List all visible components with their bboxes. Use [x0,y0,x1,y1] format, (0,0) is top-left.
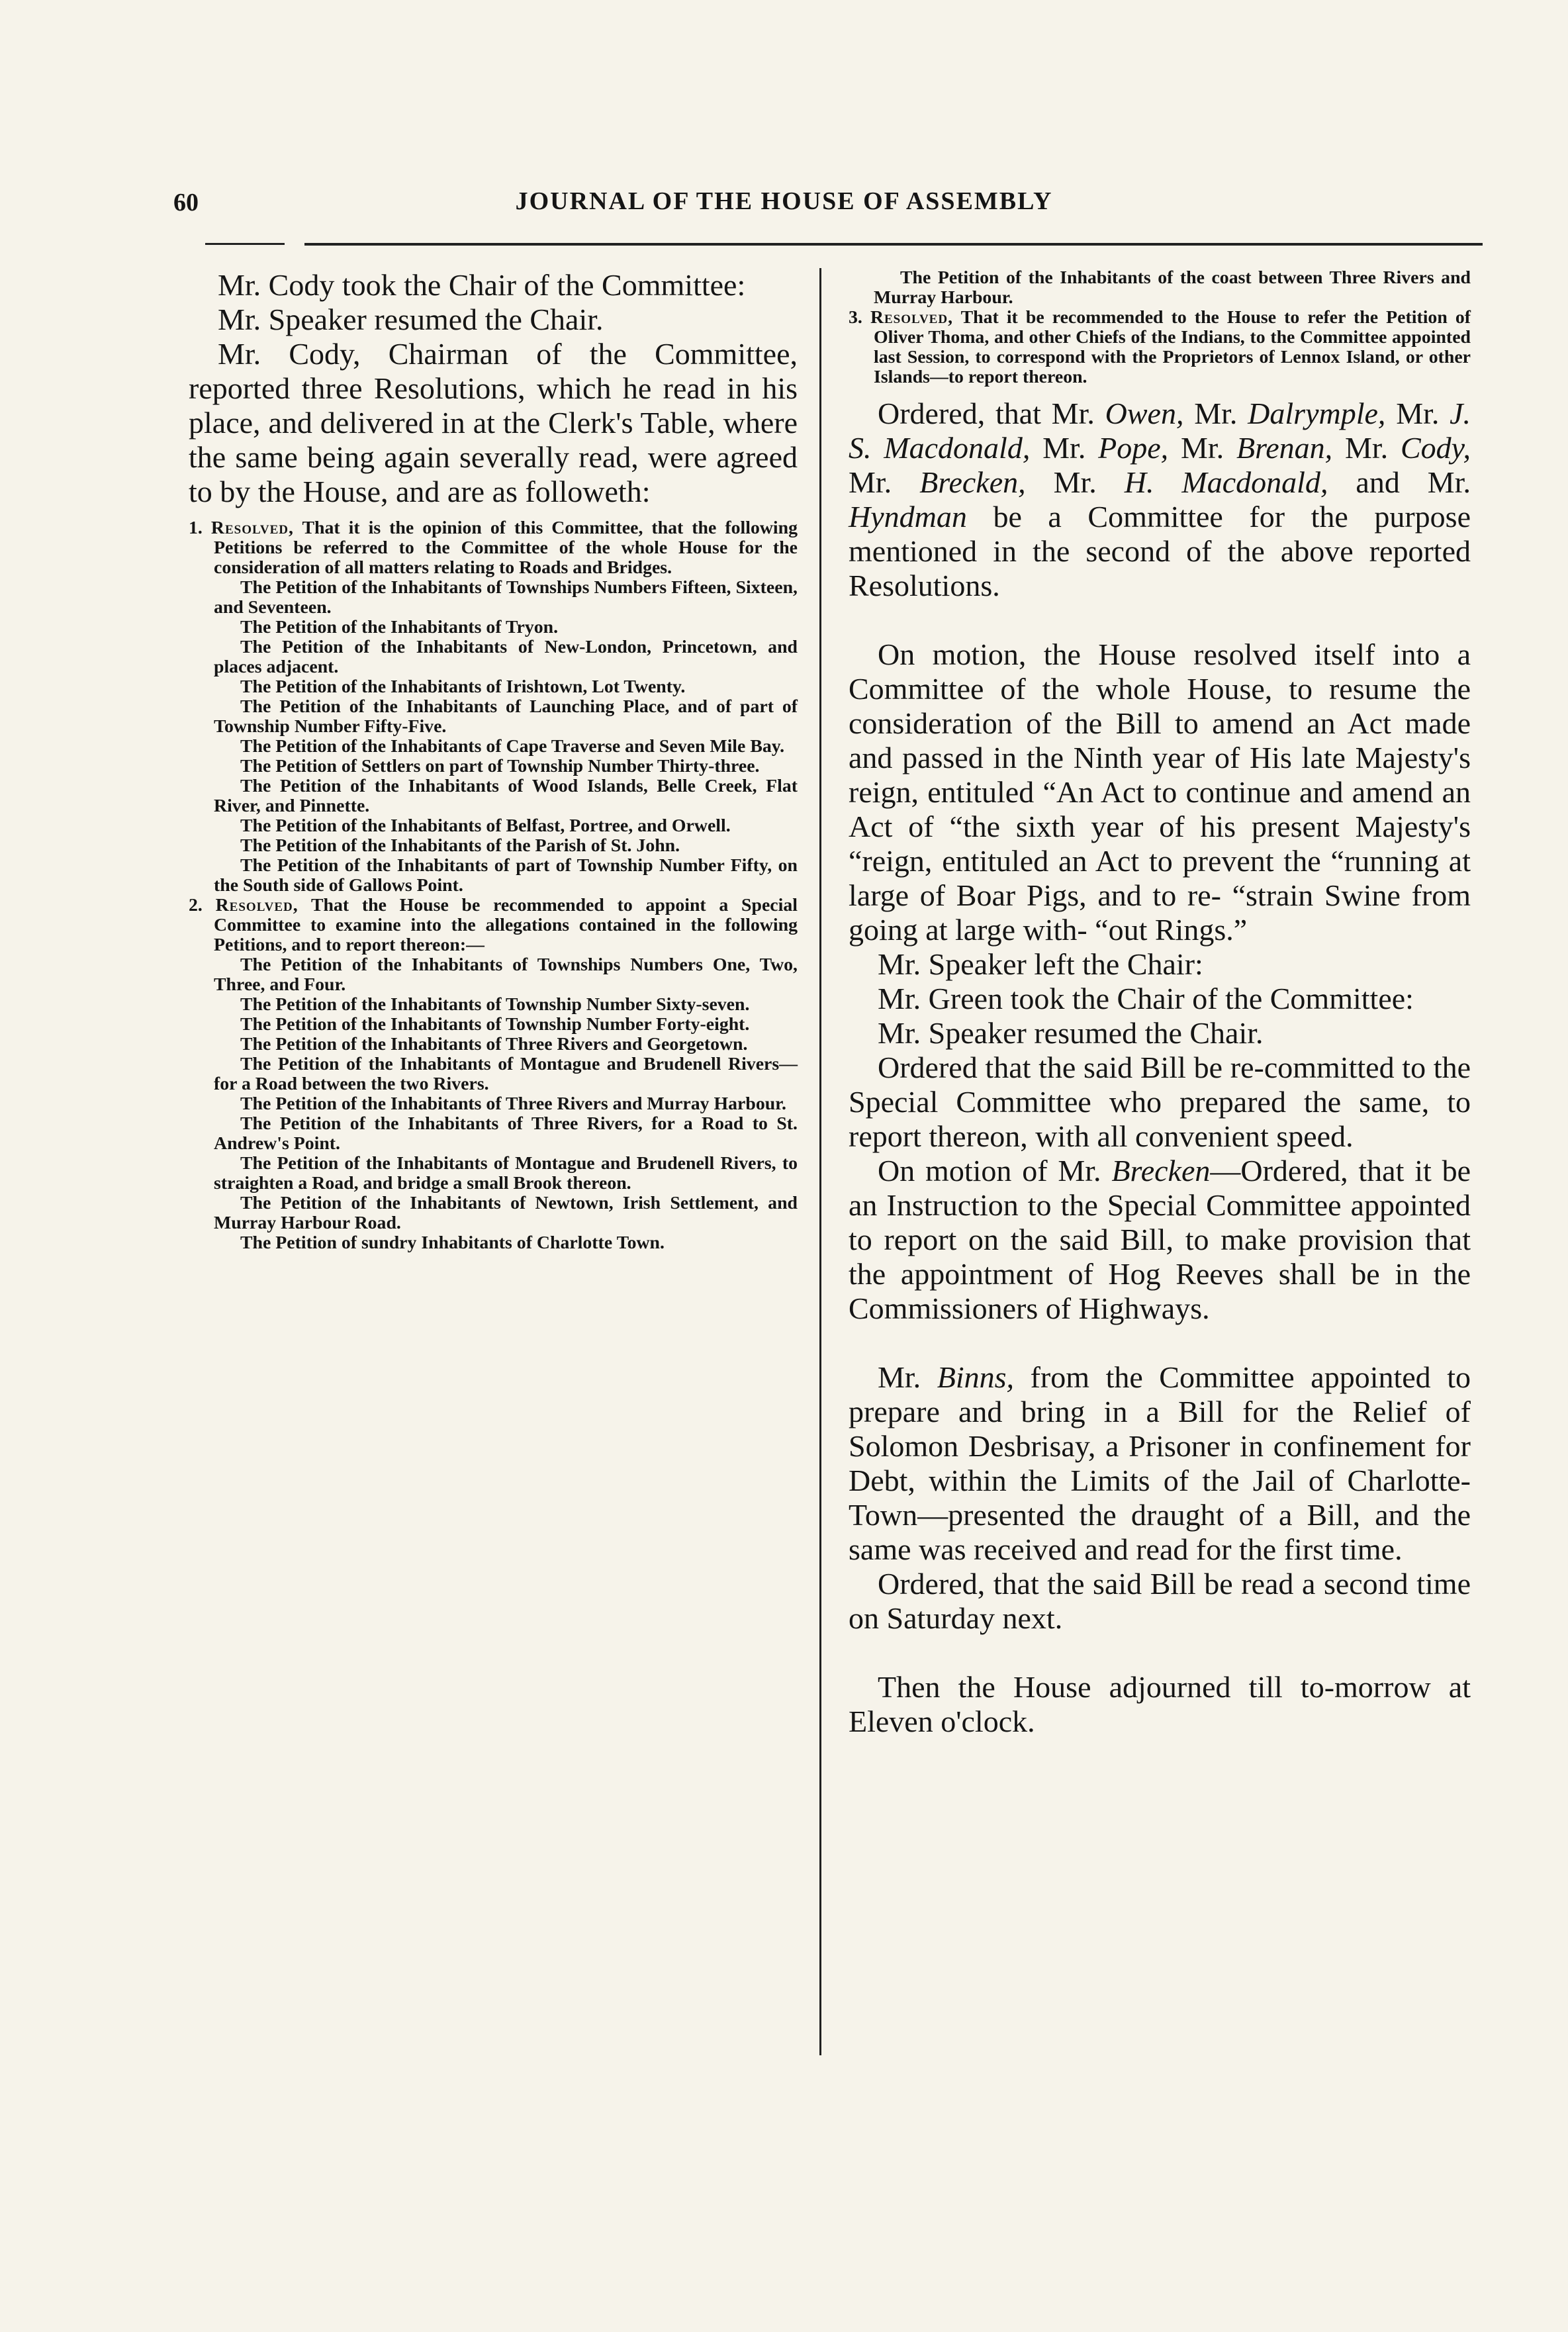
committee-of-whole-motion: On motion, the House resolved itself into a Committee of the whole House, to resume the consideration of the Bill to amend an Act made and passed in the Ninth year of His late Majesty's reign, entituled “An Act to continue and amend an Act of “the sixth year of his present Majesty's “reign, entituled an Act to prevent the “running at large of Boar Pigs, and to re- “strain Swine from going at large with- “out Rings.” [849,637,1471,947]
right-column [849,268,1471,1739]
resolutions-report-paragraph: Mr. Cody, Chairman of the Committee, reported three Resolutions, which he read in his place, and delivered in at the Clerk's Table, where the same being again severally read, were agreed to by the House, and are as followeth: [189,337,798,508]
header-rule-long [304,243,1483,246]
adjournment-paragraph: Then the House adjourned till to-morrow at Eleven o'clock. [849,1670,1471,1738]
resolution-3-text: That it be recommended to the House to refer the Petition of Oliver Thoma, and other Chiefs of the Indians, to the Committee appointed last Session, to correspond with the Proprietors of Lennox Island, or other Islands—to report thereon. [874,307,1471,387]
resolution-1-number: 1. [189,518,203,538]
petition-item: The Petition of the Inhabitants of Townships Numbers Fifteen, Sixteen, and Seventeen. [214,577,798,618]
petition-item: The Petition of the Inhabitants of Townships Numbers One, Two, Three, and Four. [214,955,798,995]
petition-item: The Petition of the Inhabitants of Montague and Brudenell Rivers, to straighten a Road, and bridge a small Brook thereon. [214,1153,798,1193]
petition-item: The Petition of the Inhabitants of Launching Place, and of part of Township Number Fifty-Five. [214,696,798,737]
resolution-3 [849,308,1471,387]
petition-item: The Petition of the Inhabitants of part of Township Number Fifty, on the South side of Gallows Point. [214,855,798,896]
petition-item: The Petition of the Inhabitants of the coast between Three Rivers and Murray Harbour. [874,267,1471,308]
recommit-order: Ordered that the said Bill be re-committed to the Special Committee who prepared the same, to report thereon, with all convenient speed. [849,1050,1471,1153]
green-chair-paragraph: Mr. Green took the Chair of the Committee: [878,982,1414,1015]
member-name: Brecken [1111,1154,1211,1188]
petition-item: The Petition of the Inhabitants of Three Rivers and Georgetown. [240,1034,748,1054]
member-name: Binns, [937,1360,1015,1394]
petition-item: The Petition of the Inhabitants of Three Rivers, for a Road to St. Andrew's Point. [214,1113,798,1154]
member-name: Hyndman [849,500,967,534]
running-header: JOURNAL OF THE HOUSE OF ASSEMBLY [515,187,1053,215]
resolution-3-number: 3. [849,307,862,328]
member-name: Cody, [1401,431,1471,465]
resolution-1-resolved: Resolved, [210,518,294,538]
petition-item: The Petition of the Inhabitants of Wood Islands, Belle Creek, Flat River, and Pinnette. [214,776,798,816]
binns-bill-paragraph: Mr. Binns, from the Committee appointed to prepare and bring in a Bill for the Relief of Solomon Desbrisay, a Prisoner in confinement for Debt, within the Limits of the Jail of Charlotte-Town—presented the draught of a Bill, and the same was received and read for the first time. [849,1360,1471,1566]
member-name: J. S. Macdonald, [849,396,1471,465]
resolution-2 [189,896,798,955]
petition-item: The Petition of the Inhabitants of New-London, Princetown, and places adjacent. [214,637,798,677]
resolution-2-petitions [189,955,798,1253]
petition-item: The Petition of the Inhabitants of Township Number Forty-eight. [240,1014,750,1035]
petition-item: The Petition of the Inhabitants of Cape Traverse and Seven Mile Bay. [240,736,785,757]
member-name: Brenan, [1236,431,1333,465]
resolution-2-number: 2. [189,895,203,915]
speaker-resumed-paragraph: Mr. Speaker resumed the Chair. [218,303,604,336]
resolution-1-text: That it is the opinion of this Committee, that the following Petitions be referred to the Committee of the whole House for the consideration of all matters relating to Roads and Bridges. [214,518,798,578]
header-rule-short [205,243,285,245]
petition-item: The Petition of the Inhabitants of Township Number Sixty-seven. [240,994,750,1015]
member-name: Dalrymple, [1248,396,1386,430]
petition-item: The Petition of Settlers on part of Township Number Thirty-three. [240,756,760,776]
petition-item: The Petition of the Inhabitants of Tryon. [240,617,559,637]
petition-item: The Petition of the Inhabitants of the Parish of St. John. [240,835,680,856]
petition-item: The Petition of the Inhabitants of Newtown, Irish Settlement, and Murray Harbour Road. [214,1193,798,1233]
speaker-left-paragraph: Mr. Speaker left the Chair: [878,947,1203,981]
petition-item: The Petition of the Inhabitants of Three Rivers and Murray Harbour. [240,1094,786,1114]
resolution-1-petitions [189,578,798,896]
brecken-motion: On motion of Mr. Brecken—Ordered, that it be an Instruction to the Special Committee appointed to report on the said Bill, to make provision that the appointment of Hog Reeves shall be in the Commissioners of Highways. [849,1154,1471,1325]
member-name: Pope, [1098,431,1169,465]
petition-item: The Petition of the Inhabitants of Irishtown, Lot Twenty. [240,676,686,697]
petition-item: The Petition of sundry Inhabitants of Charlotte Town. [240,1233,665,1253]
speaker-resumed-paragraph-2: Mr. Speaker resumed the Chair. [878,1016,1264,1050]
resolution-3-resolved: Resolved, [870,307,954,328]
petition-item: The Petition of the Inhabitants of Montague and Brudenell Rivers—for a Road between the two Rivers. [214,1054,798,1094]
member-name: Owen, [1105,396,1184,430]
member-name: H. Macdonald, [1124,465,1328,499]
second-reading-order: Ordered, that the said Bill be read a second time on Saturday next. [849,1567,1471,1635]
resolution-2-resolved: Resolved, [215,895,299,915]
resolution-2-text: That the House be recommended to appoint a Special Committee to examine into the allegations contained in the following Petitions, and to report thereon:— [214,895,798,955]
left-column [189,268,798,1253]
cody-chair-paragraph: Mr. Cody took the Chair of the Committee: [218,268,746,302]
column-divider [819,268,821,2055]
member-name: Brecken, [919,465,1026,499]
committee-appointment-order: Ordered, that Mr. Owen, Mr. Dalrymple, Mr. J. S. Macdonald, Mr. Pope, Mr. Brenan, Mr. Cody, Mr. Brecken, Mr. H. Macdonald, and Mr. Hyndman be a Committee for the purpose mentioned in the second of the above reported Resolutions. [849,396,1471,602]
page-number: 60 [173,189,199,216]
resolution-1 [189,518,798,578]
petition-item: The Petition of the Inhabitants of Belfast, Portree, and Orwell. [240,816,731,836]
